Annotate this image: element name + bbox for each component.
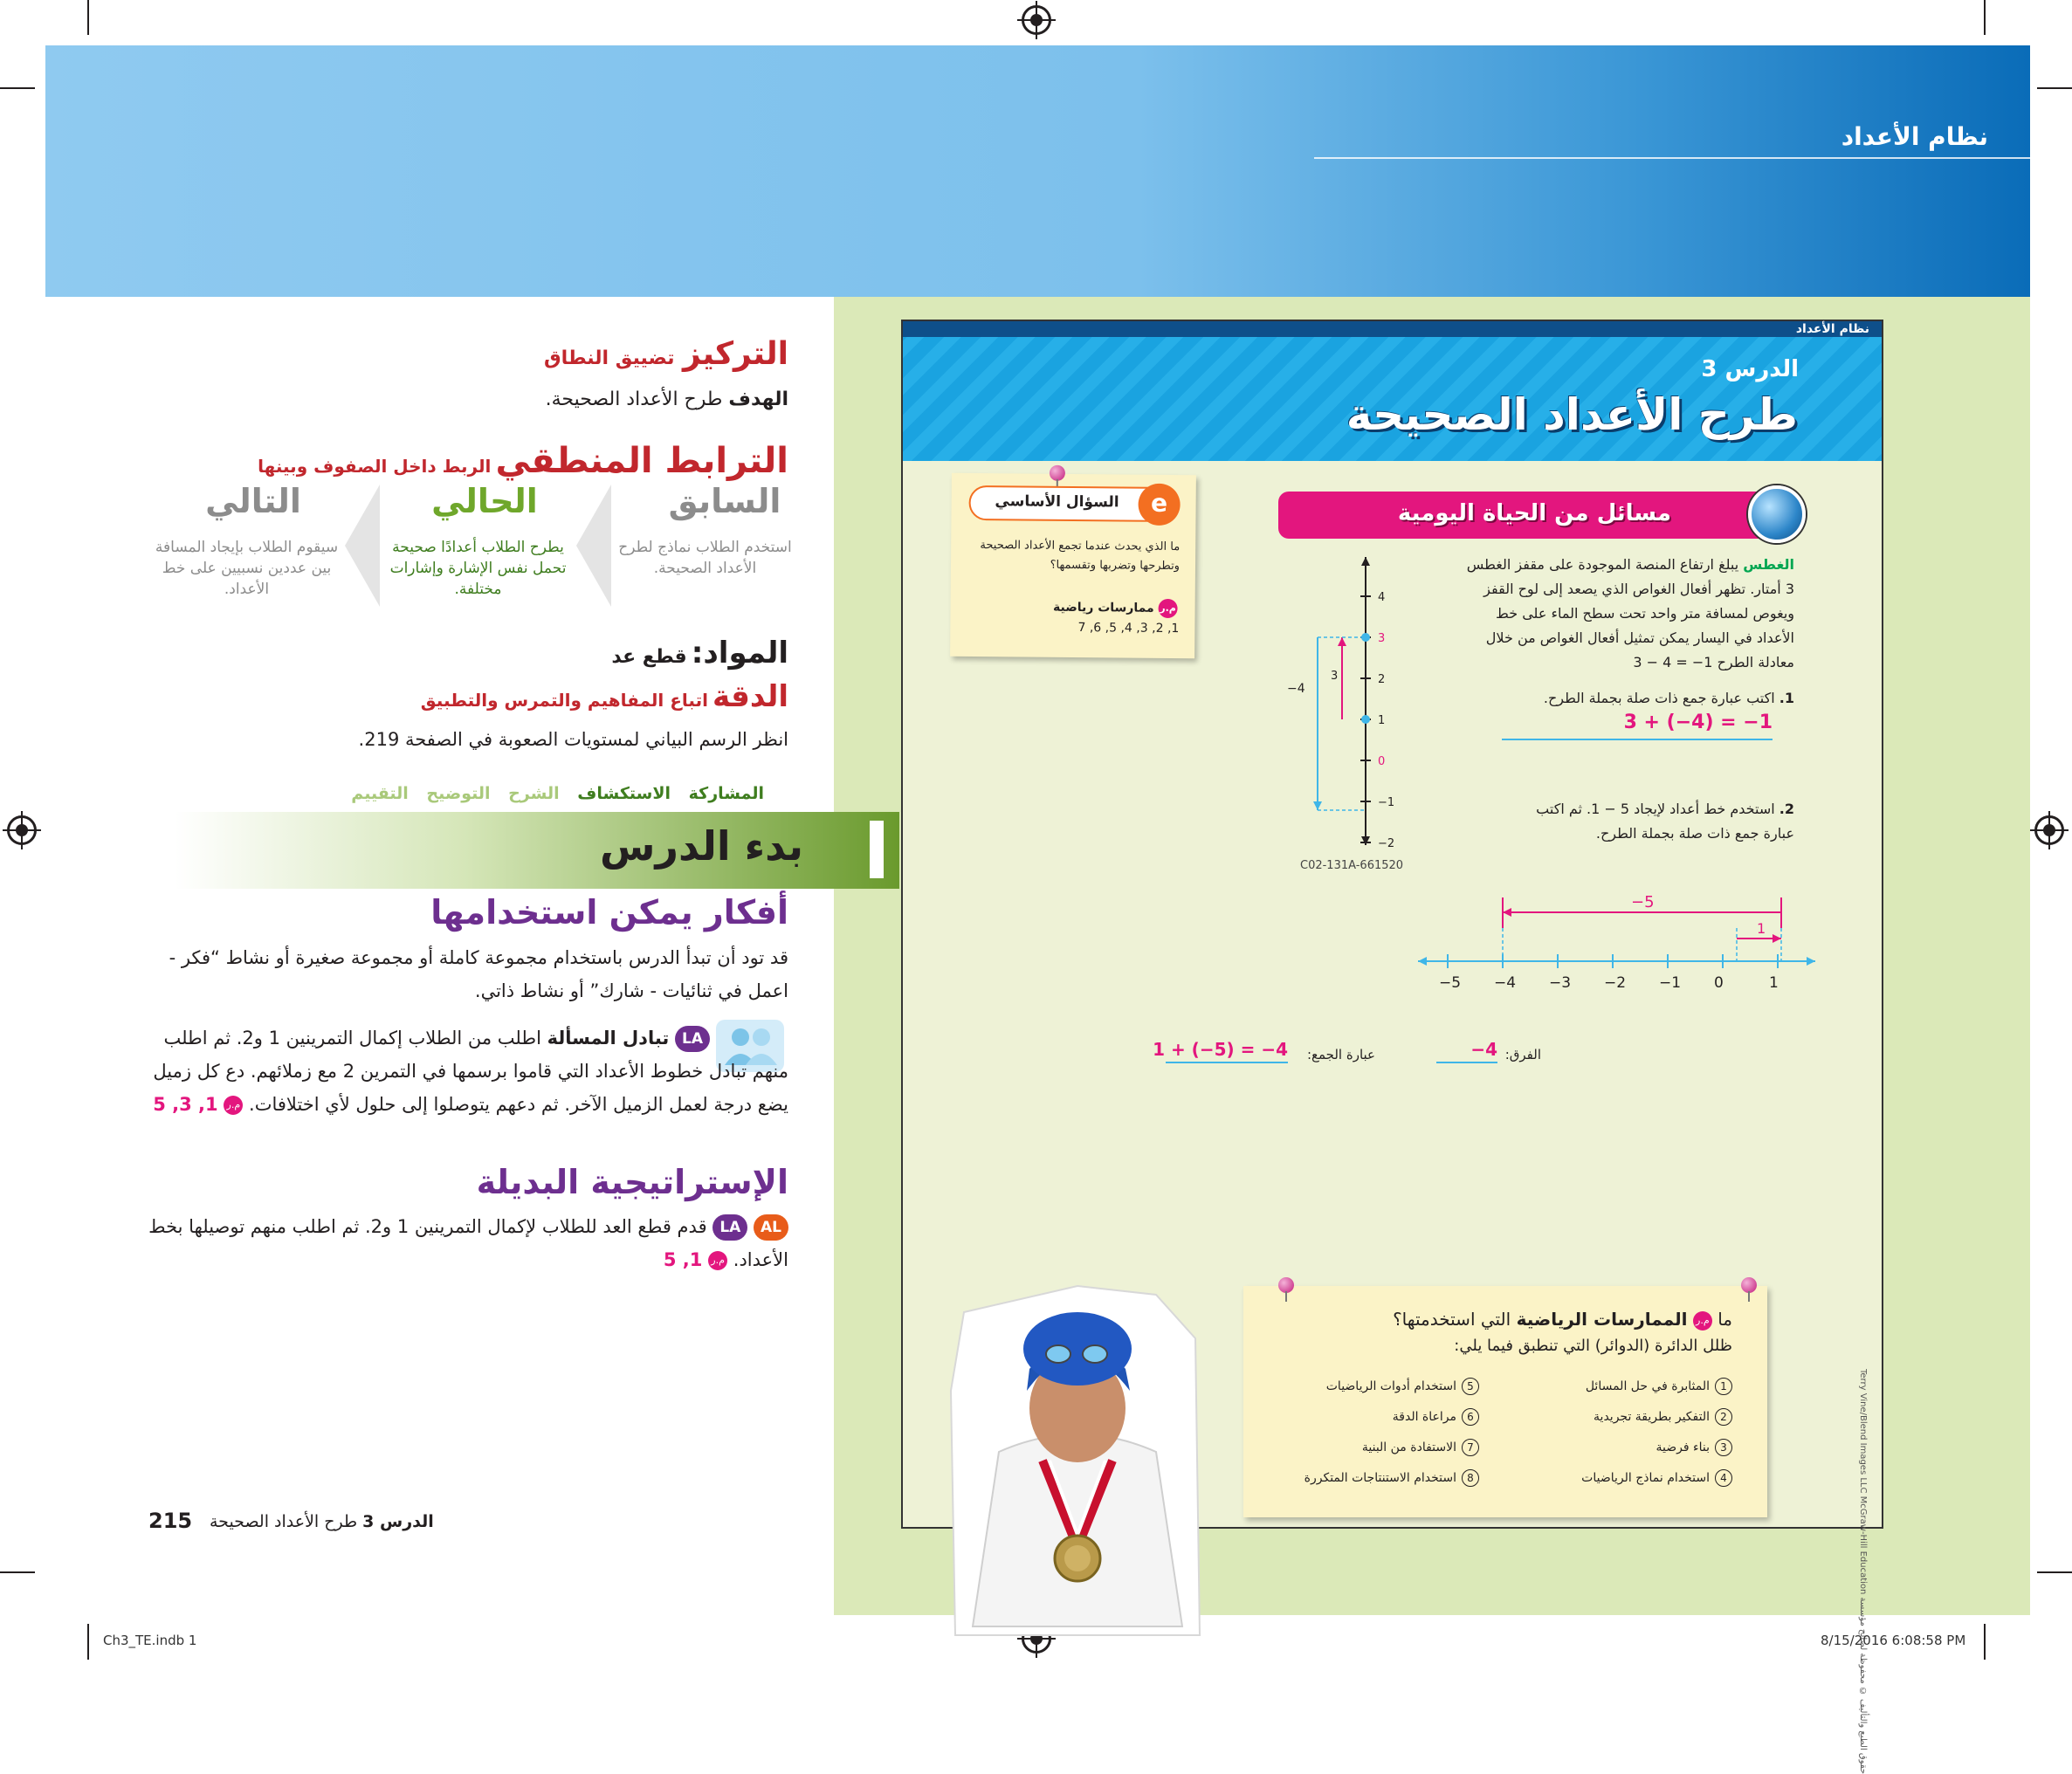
addition-value: 1 + (−5) = −4	[1153, 1039, 1288, 1060]
slug-date: 8/15/2016 6:08:58 PM	[1821, 1633, 1966, 1648]
math-practice-item[interactable]	[1362, 1439, 1479, 1456]
vertical-number-line	[1287, 557, 1409, 854]
essential-question-label-box	[968, 485, 1178, 522]
alt-strategy-practices: 1, 5	[663, 1249, 703, 1270]
math-practice-item[interactable]	[1304, 1469, 1479, 1487]
exercise-1	[1428, 686, 1794, 711]
goal-value: طرح الأعداد الصحيحة.	[545, 388, 723, 410]
practice-label: استخدام الاستنتاجات المتكررة	[1304, 1471, 1456, 1485]
ideas-text: قد تود أن تبدأ الدرس باستخدام مجموعة كاملة أو مجموعة صغيرة أو نشاط “فكر - اعمل في ثنائيات - شارك” أو نشاط ذاتي.	[169, 947, 788, 1001]
lesson-number: الدرس 3	[1701, 356, 1799, 382]
pushpin-icon	[1278, 1277, 1294, 1293]
hline-arrow-big-label: −5	[1631, 893, 1655, 911]
vline-tick-label: −2	[1378, 837, 1395, 850]
math-practices-subtitle: ظلل الدائرة (الدوائر) التي تنطبق فيما يلي:	[1454, 1337, 1732, 1355]
ideas-heading: أفكار يمكن استخدامها	[430, 893, 788, 932]
footer-lesson-title: طرح الأعداد الصحيحة	[210, 1512, 358, 1531]
rigor-label: الدقة	[712, 679, 788, 714]
5e-phases	[339, 784, 764, 803]
practice-circle[interactable]: 6	[1462, 1408, 1479, 1426]
problem-exchange-practices: 1, 3, 5	[153, 1094, 218, 1115]
registration-mark	[1022, 5, 1051, 35]
current-text: يطرح الطلاب أعدادًا صحيحة تحمل نفس الإشارة وإشارات مختلفة.	[389, 539, 567, 598]
strip-title: نظام الأعداد	[1795, 322, 1869, 336]
materials-line	[611, 636, 788, 670]
practice-label: الاستفادة من البنية	[1361, 1441, 1456, 1454]
previous-heading: السابق	[668, 482, 781, 520]
practice-circle[interactable]: 5	[1462, 1378, 1479, 1395]
phase-explain: الشرح	[508, 784, 560, 803]
coherence-line	[258, 441, 788, 481]
math-practices-list: 1, 2, 3, 4, 5, 6, 7	[1077, 621, 1180, 636]
phase-explore: الاستكشاف	[577, 784, 671, 803]
addition-label: عبارة الجمع:	[1306, 1047, 1375, 1062]
rigor-chart-note: انظر الرسم البياني لمستويات الصعوبة في الصفحة 219.	[358, 729, 788, 750]
registration-mark	[2034, 815, 2064, 845]
student-page-strip	[903, 321, 1882, 337]
hline-tick-label: −1	[1659, 974, 1682, 992]
footer-lesson-label: الدرس 3	[362, 1512, 434, 1531]
answer-line	[1166, 1062, 1288, 1063]
crop-mark	[2037, 87, 2072, 89]
goal-label: الهدف	[728, 388, 788, 410]
practice-label: استخدام أدوات الرياضيات	[1325, 1379, 1456, 1393]
vline-tick-label: 0	[1378, 755, 1386, 768]
math-practices-note	[1243, 1286, 1767, 1517]
math-practice-item[interactable]	[1586, 1378, 1732, 1395]
next-heading: التالي	[205, 482, 301, 520]
diving-keyword: الغطس	[1743, 556, 1794, 573]
crop-mark	[0, 87, 35, 89]
registration-mark	[7, 815, 37, 845]
slug-file: Ch3_TE.indb 1	[103, 1633, 197, 1648]
math-practice-item[interactable]	[1581, 1469, 1732, 1487]
photo-credit: Terry Vine/Blend Images LLC McGraw-Hill Education حقوق الطبع والتأليف © محفوظة لصالح مؤسسة	[1858, 1369, 1868, 1774]
math-practices-label-text: ممارسات رياضية	[1052, 600, 1154, 615]
phase-engage: المشاركة	[688, 784, 764, 803]
practice-label: التفكير بطريقة تجريدية	[1594, 1410, 1710, 1424]
chevron-divider	[345, 485, 380, 607]
practice-label: استخدام نماذج الرياضيات	[1581, 1471, 1710, 1485]
badge-al: AL	[754, 1214, 788, 1241]
practice-label: بناء فرضية	[1656, 1441, 1710, 1454]
math-practice-icon: م.ر	[1693, 1311, 1712, 1330]
hline-tick-label: 0	[1714, 974, 1724, 992]
practice-circle[interactable]: 4	[1715, 1469, 1732, 1487]
crop-mark	[0, 1571, 35, 1573]
previous-text: استخدم الطلاب نماذج لطرح الأعداد الصحيحة.	[618, 539, 792, 577]
math-practice-icon: م.ر	[708, 1251, 727, 1270]
hline-arrow-small-label: 1	[1757, 920, 1766, 937]
launch-title: بدء الدرس	[600, 822, 803, 870]
chevron-divider	[576, 485, 611, 607]
partial-art-code: C02-131A-661520	[1300, 859, 1404, 872]
pushpin-icon	[1050, 465, 1065, 481]
diving-problem	[1454, 553, 1794, 675]
alt-strategy-heading: الإستراتيجية البديلة	[476, 1163, 788, 1201]
hline-tick-label: −2	[1604, 974, 1627, 992]
math-practice-item[interactable]	[1656, 1439, 1732, 1456]
vline-tick-label: 4	[1378, 591, 1386, 604]
mp-title-bold: الممارسات الرياضية	[1516, 1309, 1688, 1330]
swimmer-photo	[947, 1286, 1208, 1635]
lesson-title: طرح الأعداد الصحيحة	[1346, 389, 1798, 440]
hline-tick-label: 1	[1769, 974, 1779, 992]
difference-value: −4	[1470, 1039, 1497, 1060]
hline-tick-label: −4	[1494, 974, 1517, 992]
answer-line	[1502, 739, 1773, 740]
exercise-2	[1515, 797, 1794, 846]
badge-la: LA	[712, 1214, 747, 1241]
focus-line	[544, 336, 788, 372]
student-page	[901, 320, 1883, 1774]
diving-body: يبلغ ارتفاع المنصة الموجودة على مقفز الغطس 3 أمتار. تظهر أفعال الغواص الذي يصعد إلى لوح القفز ويغوص لمسافة متر واحد تحت سطح الماء على خط الأعداد في اليسار يمكن تمثيل أفعال الغواص من خلال معادلة الطرح 1− = 4 − 3	[1466, 556, 1794, 670]
footer-lesson	[210, 1512, 434, 1531]
launch-bar	[175, 812, 899, 889]
exercise-1-answer: 3 + (−4) = −1	[1623, 712, 1773, 733]
essential-question-text: ما الذي يحدث عندما تجمع الأعداد الصحيحة وتطرحها وتضربها وتقسمها؟	[980, 539, 1181, 574]
horizontal-number-line	[1418, 876, 1820, 992]
math-practices-label	[1053, 598, 1178, 618]
vline-label-mid: 3	[1331, 670, 1339, 683]
materials-label: المواد:	[691, 636, 788, 670]
coherence-value: الربط داخل الصفوف وبينها	[258, 456, 492, 477]
crop-mark	[2037, 1571, 2072, 1573]
math-practice-item[interactable]	[1594, 1408, 1732, 1426]
practice-label: المثابرة في حل المسائل	[1585, 1379, 1710, 1393]
exercise-2-number: 2.	[1779, 801, 1794, 817]
practice-label: مراعاة الدقة	[1392, 1410, 1456, 1424]
answer-line	[1436, 1062, 1497, 1063]
problem-exchange-label: تبادل المسألة	[547, 1028, 670, 1049]
math-practice-icon: م.ر	[1158, 599, 1177, 618]
pushpin-icon	[1741, 1277, 1757, 1293]
essential-question-icon: e	[1138, 484, 1180, 526]
focus-label: التركيز	[683, 336, 788, 372]
header-band	[45, 45, 2030, 297]
real-world-banner	[1278, 492, 1767, 539]
practice-circle[interactable]: 2	[1715, 1408, 1732, 1426]
essential-question-label: السؤال الأساسي	[995, 492, 1119, 512]
problem-exchange	[142, 1021, 788, 1121]
mp-title-suffix: التي استخدمتها؟	[1393, 1309, 1511, 1330]
badge-la: LA	[675, 1026, 710, 1052]
coherence-label: الترابط المنطقي	[495, 441, 788, 481]
header-band-rule	[1314, 157, 2030, 159]
hline-tick-label: −3	[1549, 974, 1572, 992]
exercise-1-number: 1.	[1779, 690, 1794, 706]
real-world-banner-label: مسائل من الحياة اليومية	[1397, 500, 1671, 526]
practice-circle[interactable]: 8	[1462, 1469, 1479, 1487]
crop-mark	[87, 0, 89, 35]
math-practice-icon: م.ر	[224, 1096, 243, 1115]
globe-icon	[1748, 485, 1806, 543]
page-number: 215	[148, 1509, 193, 1533]
phase-evaluate: التقييم	[351, 784, 409, 803]
alt-strategy	[142, 1210, 788, 1276]
rigor-line	[421, 679, 788, 714]
vline-tick-label: 3	[1378, 632, 1386, 645]
exercise-2-text: استخدم خط أعداد لإيجاد 5 − 1. ثم اكتب عبارة جمع ذات صلة بجملة الطرح.	[1536, 801, 1794, 842]
hline-tick-label: −5	[1439, 974, 1462, 992]
alt-strategy-text: قدم قطع العد للطلاب لإكمال التمرينين 1 و2. ثم اطلب منهم توصيلها بخط الأعداد.	[148, 1216, 788, 1270]
vline-tick-label: 2	[1378, 673, 1386, 686]
practice-circle[interactable]: 7	[1462, 1439, 1479, 1456]
vline-label-left: −4	[1287, 682, 1305, 696]
crop-mark	[87, 1624, 89, 1660]
math-practice-item[interactable]	[1326, 1378, 1479, 1395]
problem-exchange-text: اطلب من الطلاب إكمال التمرينين 1 و2. ثم اطلب منهم تبادل خطوط الأعداد التي قاموا برسمها في التمرين 2 مع زملائهم. دع كل زميل يضع درجة لعمل الزميل الآخر. ثم دعهم يتوصلوا إلى حلول لأي اختلافات.	[153, 1028, 788, 1115]
focus-value: تضييق النطاق	[543, 347, 675, 369]
math-practice-item[interactable]	[1393, 1408, 1479, 1426]
essential-question-note	[950, 473, 1196, 658]
current-heading: الحالي	[431, 482, 538, 520]
crop-mark	[1984, 0, 1986, 35]
vline-tick-label: 1	[1378, 714, 1386, 727]
practice-circle[interactable]: 3	[1715, 1439, 1732, 1456]
materials-value: قطع عد	[611, 646, 687, 668]
practice-circle[interactable]: 1	[1715, 1378, 1732, 1395]
crop-mark	[1984, 1624, 1986, 1660]
launch-marker	[870, 821, 884, 878]
mp-title-prefix: ما	[1717, 1309, 1732, 1330]
math-practices-title	[1393, 1309, 1732, 1330]
phase-elaborate: التوضيح	[426, 784, 491, 803]
exercise-1-text: اكتب عبارة جمع ذات صلة بجملة الطرح.	[1543, 690, 1775, 706]
header-band-title: نظام الأعداد	[1841, 122, 1988, 151]
difference-label: الفرق:	[1504, 1047, 1541, 1062]
next-text: سيقوم الطلاب بإيجاد المسافة بين عددين نسبيين على خط الأعداد.	[155, 539, 339, 598]
goal-line	[546, 388, 788, 410]
rigor-value: اتباع المفاهيم والتمرس والتطبيق	[420, 690, 708, 711]
vline-tick-label: −1	[1378, 796, 1395, 809]
